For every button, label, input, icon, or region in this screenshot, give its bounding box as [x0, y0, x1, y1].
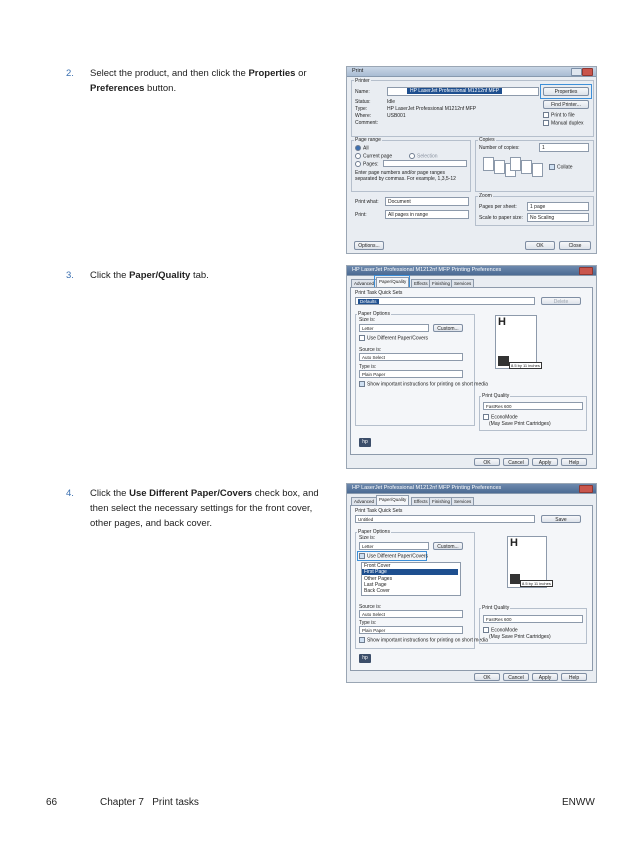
help-button[interactable]: Help: [561, 673, 587, 681]
scale-select[interactable]: No Scaling: [527, 213, 589, 222]
print-label: Print:: [355, 212, 367, 218]
chapter-label: Chapter 7 Print tasks: [100, 797, 199, 808]
quick-sets-select[interactable]: Untitled: [355, 515, 535, 523]
type-label: Type:: [355, 106, 368, 112]
economode-sub: (May Save Print Cartridges): [489, 634, 551, 640]
list-item-front-cover[interactable]: Front Cover: [364, 563, 391, 569]
title-bar: [347, 484, 596, 494]
selection-radio[interactable]: Selection: [409, 153, 438, 159]
size-select[interactable]: Letter: [359, 542, 429, 550]
where-label: Where:: [355, 113, 372, 119]
all-radio[interactable]: All: [355, 145, 369, 151]
paper-options-label: Paper Options: [358, 311, 390, 317]
collate-page-icon: [521, 160, 532, 174]
options-button[interactable]: Options...: [354, 241, 384, 250]
scale-label: Scale to paper size:: [479, 215, 523, 221]
dialog-title: HP LaserJet Professional M1212nf MFP Printing Preferences: [352, 267, 502, 273]
collate-page-icon: [483, 157, 494, 171]
step-text: Click the Use Different Paper/Covers check box, and then select the necessary settings for the front cover, other pages, and back cover.: [90, 488, 319, 529]
print-what-select[interactable]: Document: [385, 197, 469, 206]
size-label: Size is:: [359, 317, 376, 323]
hp-logo-icon: hp: [359, 654, 371, 663]
quick-sets-select[interactable]: Defaults: [355, 297, 535, 305]
tab-effects[interactable]: Effects: [411, 497, 431, 506]
step-text: Select the product, and then click the Properties or Preferences button.: [90, 68, 307, 94]
custom-button[interactable]: Custom...: [433, 542, 463, 550]
tab-services[interactable]: Services: [451, 497, 474, 506]
ok-button[interactable]: OK: [474, 673, 500, 681]
tab-services[interactable]: Services: [451, 279, 474, 288]
type-select[interactable]: Plain Paper: [359, 626, 463, 634]
size-label: Size is:: [359, 535, 376, 541]
close-icon[interactable]: [579, 267, 593, 275]
tab-paper-quality[interactable]: Paper/Quality: [376, 277, 409, 288]
comment-label: Comment:: [355, 120, 379, 126]
source-select[interactable]: Auto Select: [359, 610, 463, 618]
cancel-button[interactable]: Cancel: [503, 673, 529, 681]
tab-advanced[interactable]: Advanced: [351, 279, 377, 288]
custom-button[interactable]: Custom...: [433, 324, 463, 332]
list-item-other-pages[interactable]: Other Pages: [364, 576, 393, 582]
close-button[interactable]: Close: [559, 241, 591, 250]
tab-paper-quality[interactable]: Paper/Quality: [376, 495, 409, 506]
status-label: Status:: [355, 99, 371, 105]
print-select[interactable]: All pages in range: [385, 210, 469, 219]
economode-checkbox[interactable]: EconoMode: [483, 414, 518, 420]
manual-duplex-checkbox[interactable]: Manual duplex: [543, 120, 584, 126]
preview-caption: 8.5 by 11 inches: [522, 581, 551, 586]
print-to-file-checkbox[interactable]: Print to file: [543, 112, 575, 118]
dialog-title: Print: [352, 68, 364, 74]
range-hint: Enter page numbers and/or page ranges separated by commas. For example, 1,3,5-12: [355, 170, 456, 182]
preview-caption: 8.5 by 11 inches: [511, 363, 540, 368]
properties-button[interactable]: Properties: [543, 87, 589, 96]
collate-page-icon: [494, 160, 505, 174]
size-select[interactable]: Letter: [359, 324, 429, 332]
hp-logo-icon: hp: [359, 438, 371, 447]
print-what-label: Print what:: [355, 199, 379, 205]
paper-options-label: Paper Options: [358, 529, 390, 535]
dialog-title: HP LaserJet Professional M1212nf MFP Printing Preferences: [352, 485, 502, 491]
print-quality-label: Print Quality: [482, 605, 510, 611]
ok-button[interactable]: OK: [525, 241, 555, 250]
tab-finishing[interactable]: Finishing: [429, 497, 453, 506]
type-label: Type is:: [359, 364, 377, 370]
page-number: 66: [46, 797, 58, 808]
source-label: Source is:: [359, 347, 382, 353]
quick-sets-label: Print Task Quick Sets: [355, 508, 403, 514]
type-label: Type is:: [359, 620, 377, 626]
source-select[interactable]: Auto Select: [359, 353, 463, 361]
pages-per-sheet-select[interactable]: 1 page: [527, 202, 589, 211]
cancel-button[interactable]: Cancel: [503, 458, 529, 466]
print-quality-label: Print Quality: [482, 393, 510, 399]
preview-chart-icon: [510, 574, 520, 584]
page-range-label: Page range: [355, 137, 381, 143]
number-of-copies-label: Number of copies:: [479, 145, 520, 151]
pages-input[interactable]: [383, 160, 467, 167]
where-value: USB001: [387, 113, 406, 119]
type-value: HP LaserJet Professional M1212nf MFP: [387, 106, 477, 112]
copies-input[interactable]: 1: [539, 143, 589, 152]
list-item-last-page[interactable]: Last Page: [364, 582, 387, 588]
list-item-first-page[interactable]: First Page: [362, 569, 458, 575]
tab-finishing[interactable]: Finishing: [429, 279, 453, 288]
help-button[interactable]: Help: [561, 458, 587, 466]
find-printer-button[interactable]: Find Printer...: [543, 100, 589, 109]
copies-label: Copies: [479, 137, 495, 143]
collate-page-icon: [532, 163, 543, 177]
covers-dialog-screenshot: [346, 483, 597, 683]
save-button[interactable]: Save: [541, 515, 581, 523]
step-number: 3.: [66, 270, 74, 281]
use-different-paper-checkbox[interactable]: Use Different Paper/Covers: [359, 335, 428, 341]
current-page-radio[interactable]: Current page: [355, 153, 392, 159]
source-label: Source is:: [359, 604, 382, 610]
footer-right: ENWW: [562, 797, 595, 808]
tab-advanced[interactable]: Advanced: [351, 497, 377, 506]
minimize-icon[interactable]: [571, 68, 582, 76]
step-number: 4.: [66, 488, 74, 499]
status-value: Idle: [387, 99, 396, 105]
print-quality-select[interactable]: FastRes 600: [483, 615, 583, 623]
tab-effects[interactable]: Effects: [411, 279, 431, 288]
step-text: Click the Paper/Quality tab.: [90, 270, 209, 281]
economode-sub: (May Save Print Cartridges): [489, 421, 551, 427]
quick-sets-label: Print Task Quick Sets: [355, 290, 403, 296]
collate-checkbox[interactable]: Collate: [549, 164, 573, 170]
show-instructions-checkbox[interactable]: Show important instructions for printing on short media: [359, 381, 488, 387]
apply-button[interactable]: Apply: [532, 673, 558, 681]
close-icon[interactable]: [582, 68, 593, 76]
economode-checkbox[interactable]: EconoMode: [483, 627, 518, 633]
close-icon[interactable]: [579, 485, 593, 493]
printer-group-label: Printer: [355, 78, 370, 84]
pages-radio[interactable]: Pages:: [355, 161, 379, 167]
collate-page-icon: [510, 157, 521, 171]
step-number: 2.: [66, 68, 74, 79]
print-quality-select[interactable]: FastRes 600: [483, 402, 583, 410]
printer-name-value: HP LaserJet Professional M1212nf MFP: [407, 88, 502, 94]
name-label: Name:: [355, 89, 370, 95]
use-different-paper-checkbox[interactable]: Use Different Paper/Covers: [359, 553, 428, 559]
title-bar: [347, 67, 596, 77]
preview-chart-icon: [498, 356, 509, 366]
show-instructions-checkbox[interactable]: Show important instructions for printing on short media: [359, 637, 488, 643]
preferences-dialog-screenshot: [346, 265, 597, 469]
delete-button[interactable]: Delete: [541, 297, 581, 305]
preview-letter: H: [510, 537, 518, 549]
type-select[interactable]: Plain Paper: [359, 370, 463, 378]
zoom-label: Zoom: [479, 193, 492, 199]
print-dialog-screenshot: [346, 66, 597, 254]
preview-letter: H: [498, 316, 506, 328]
apply-button[interactable]: Apply: [532, 458, 558, 466]
ok-button[interactable]: OK: [474, 458, 500, 466]
list-item-back-cover[interactable]: Back Cover: [364, 588, 390, 594]
pages-per-sheet-label: Pages per sheet:: [479, 204, 517, 210]
